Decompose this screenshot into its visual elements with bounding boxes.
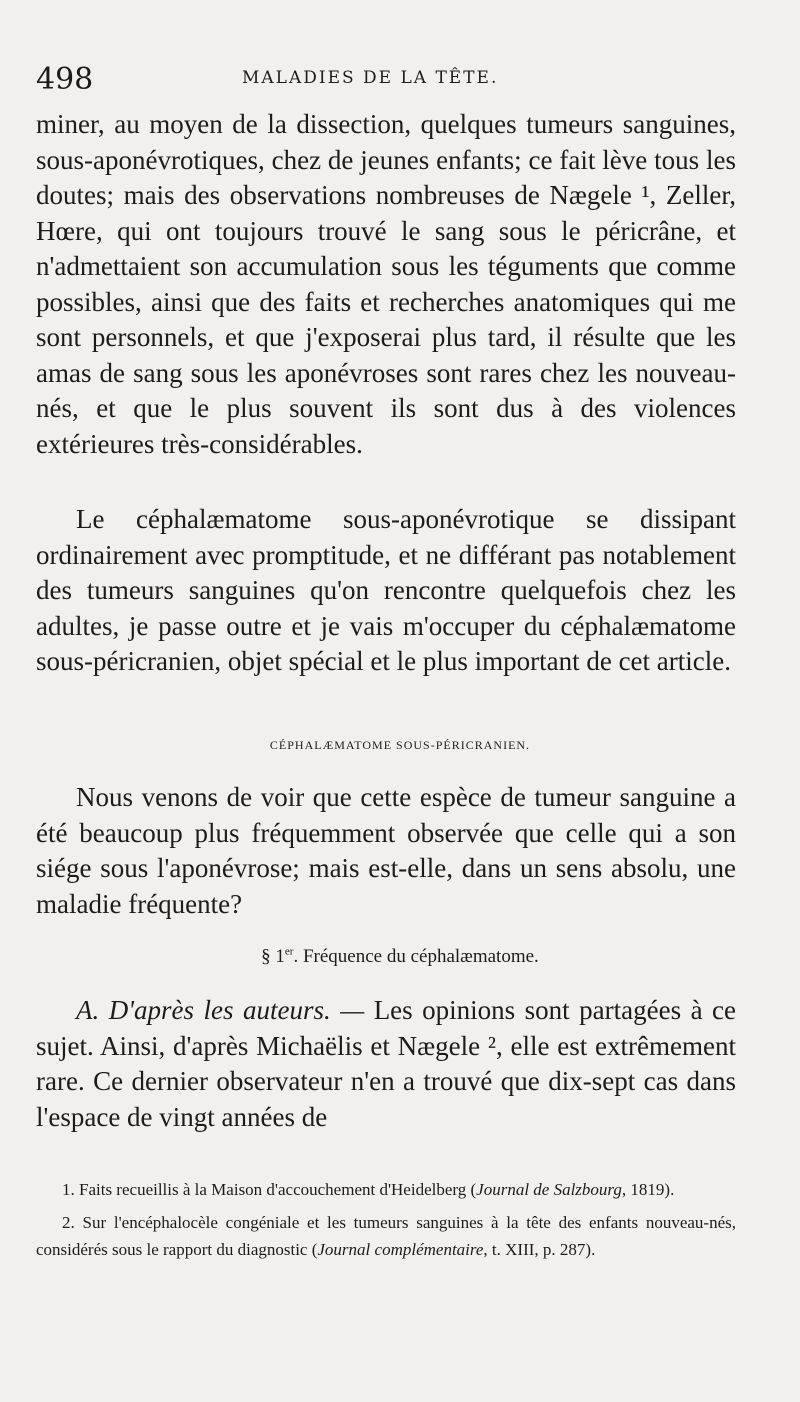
subsection-title: . Fréquence du céphalæmatome. <box>293 946 539 967</box>
section-heading: CÉPHALÆMATOME SOUS-PÉRICRANIEN. <box>269 738 531 752</box>
subsection-superscript: er <box>284 945 294 958</box>
footnote-text: Sur l'encéphalocèle congéniale et les tumeurs sanguines à la tête des enfants nouveau-nés, considérés sous le rapport du diagnostic ( <box>36 1213 736 1259</box>
footnote-journal-title: Journal de Salzbourg <box>476 1180 622 1199</box>
running-title: MALADIES DE LA TÊTE. <box>242 68 499 88</box>
paragraph-cephalaematome-sous-aponevrotique: Le céphalæmatome sous-aponévrotique se dissipant ordinairement avec promptitude, et ne différant pas notablement des tumeurs sanguines qu'on rencontre quelquefois chez les adultes, je passe outre et je vais m'occuper du céphalæmatome sous-péricranien, objet spécial et le plus important de cet article. <box>36 504 736 676</box>
running-head <box>36 62 760 102</box>
subsection-prefix: § 1 <box>261 946 285 967</box>
paragraph-auteurs-text: Les opinions sont partagées à ce sujet. Ainsi, d'après Michaëlis et Nægele ², elle est extrêmement rare. Ce dernier observateur n'en a trouvé que dix-sept cas dans l'espace de vingt années de <box>36 995 736 1132</box>
footnote-text: Faits recueillis à la Maison d'accouchement d'Heidelberg ( <box>79 1180 477 1199</box>
paragraph-continuation: miner, au moyen de la dissection, quelques tumeurs sanguines, sous-aponévrotiques, chez de jeunes enfants; ce fait lève tous les doutes; mais des observations nombreuses de Nægele ¹, Zeller, Hœre, qui ont toujours trouvé le sang sous le péricrâne, et n'admettaient son accumulation sous les téguments que comme possibles, ainsi que des faits et recherches anatomiques qui me sont personnels, et que j'exposerai plus tard, il résulte que les amas de sang sous les aponévroses sont rares chez les nouveau-nés, et que le plus souvent ils sont dus à des violences extérieures très-considérables. <box>36 109 736 459</box>
footnote-citation: , t. XIII, p. 287). <box>483 1240 596 1259</box>
paragraph-auteurs <box>36 993 736 1135</box>
subsection-heading <box>0 946 800 968</box>
footnote-citation: , 1819). <box>621 1180 675 1199</box>
page-number: 498 <box>36 62 94 97</box>
footnote-marker: 1. <box>62 1180 75 1199</box>
footnote-1 <box>36 1176 736 1203</box>
paragraph-frequence-question: Nous venons de voir que cette espèce de tumeur sanguine a été beaucoup plus fréquemment observée que celle qui a son siége sous l'aponévrose; mais est-elle, dans un sens absolu, une maladie fréquente? <box>36 782 736 919</box>
footnote-2 <box>36 1209 736 1263</box>
footnote-marker: 2. <box>62 1213 75 1232</box>
footnote-journal-title: Journal complémentaire <box>317 1240 484 1259</box>
lead-in: A. D'après les auteurs. — <box>76 995 374 1025</box>
footnotes <box>36 1176 736 1269</box>
